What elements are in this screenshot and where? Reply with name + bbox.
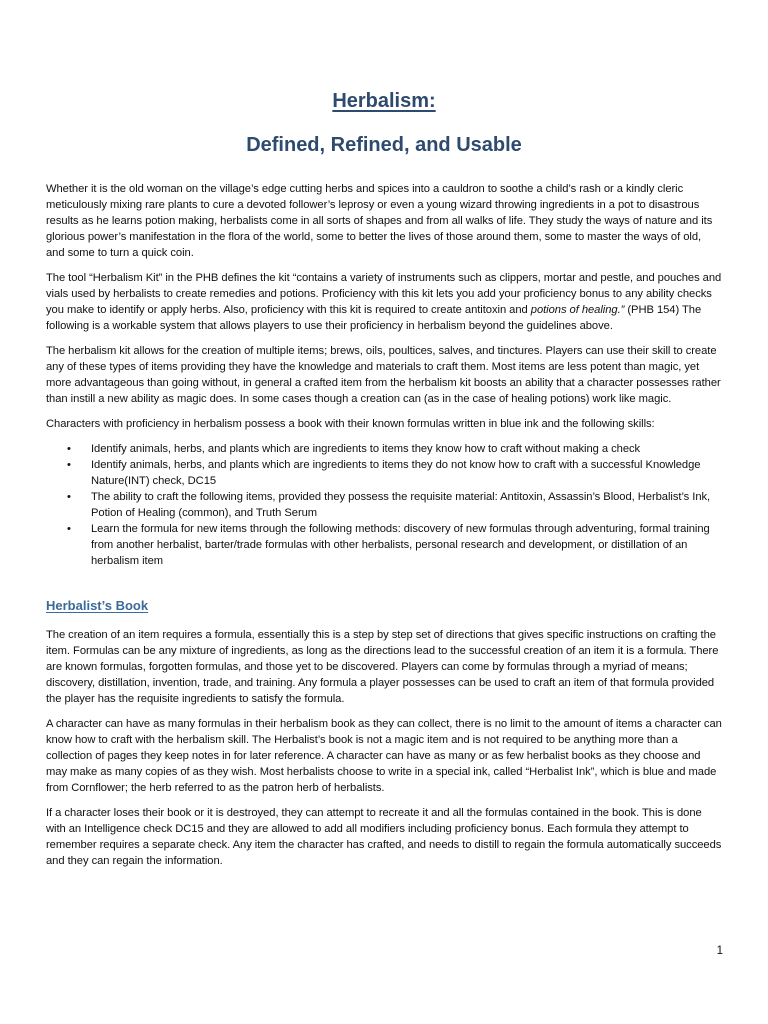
section-heading: Herbalist’s Book bbox=[46, 598, 149, 613]
intro-paragraph: Whether it is the old woman on the village’s edge cutting herbs and spices into a cauldron to soothe a child’s rash or a kindly cleric meticulously mixing rare plants to cure a devoted follower’s leprosy or even a young wizard throwing ingredients in a pot to disastrous results as he learns potion making, herbalists come in all sorts of shapes and from all walks of life. They study the ways of nature and its glorious power’s manifestation in the flora of the world, some to better the lives of those around them, some to master the ways of old, and some to turn a quick coin. bbox=[46, 183, 713, 259]
section-paragraph: The creation of an item requires a formula, essentially this is a step by step set of directions that gives specific instructions on crafting the item. Formulas can be any mixture of ingredients, as long as the directions lead to the successful creation of an item it is a formula. There are known formulas, forgotten formulas, and those yet to be discovered. Players can come by formulas through a myriad of means; discovery, distillation, invention, trade, and training. Any formula a player possesses can be used to craft an item of that formula provided the player has the requisite ingredients to satisfy the formula. bbox=[46, 629, 719, 705]
kit-paragraph-tail: (PHB 154) The following is a workable system that allows players to use their proficiency in herbalism beyond the guidelines above. bbox=[46, 304, 702, 332]
document-subtitle: Defined, Refined, and Usable bbox=[246, 134, 522, 156]
list-item bbox=[46, 521, 722, 569]
kit-paragraph-italic: potions of healing.” bbox=[530, 304, 625, 316]
list-item-text: Learn the formula for new items through the following methods: discovery of new formulas through adventuring, formal training from another herbalist, barter/trade formulas with other herbalists, personal research and development, or distillation of an herbalism item bbox=[91, 523, 710, 567]
list-item bbox=[46, 457, 722, 489]
section-paragraph: A character can have as many formulas in their herbalism book as they can collect, there is no limit to the amount of items a character can know how to craft with the herbalism skill. The Herbalist’s book is not a magic item and is not required to be anything more than a collection of pages they keep notes in for later reference. A character can have as many or as few herbalist books as they choose and may make as many copies of as they wish. Most herbalists choose to write in a special ink, called “Herbalist Ink”, which is blue and made from Cornflower; the herb referred to as the patron herb of herbalists. bbox=[46, 718, 722, 794]
list-item-text: The ability to craft the following items, provided they possess the requisite material: Antitoxin, Assassin’s Blood, Herbalist’s Ink, Potion of Healing (common), and Truth Serum bbox=[91, 491, 711, 519]
section-paragraph: If a character loses their book or it is destroyed, they can attempt to recreate it and all the formulas contained in the book. This is done with an Intelligence check DC15 and they are allowed to add all modifiers including proficiency bonus. Each formula they attempt to remember requires a separate check. Any item the character has crafted, and needs to distill to regain the formula automatically succeeds and they can regain the information. bbox=[46, 807, 722, 867]
skills-list bbox=[46, 441, 722, 569]
bullet-icon: • bbox=[67, 491, 71, 503]
bullet-icon: • bbox=[67, 459, 71, 471]
list-item-text: Identify animals, herbs, and plants which are ingredients to items they know how to craft without making a check bbox=[91, 443, 641, 455]
kit-paragraph bbox=[46, 270, 722, 334]
page-number: 1 bbox=[716, 945, 723, 957]
document-title: Herbalism: bbox=[332, 90, 436, 112]
kit-paragraph-text: The tool “Herbalism Kit” in the PHB defines the kit “contains a variety of instruments such as clippers, mortar and pestle, and pouches and vials used by herbalists to create remedies and potions. Proficiency with this kit lets you add your proficiency bonus to any ability checks you make to identify or apply herbs. Also, proficiency with this kit is required to create antitoxin and bbox=[46, 272, 722, 316]
bullet-icon: • bbox=[67, 523, 71, 535]
list-item bbox=[46, 489, 722, 521]
list-item bbox=[46, 441, 722, 457]
list-item-text: Identify animals, herbs, and plants which are ingredients to items they do not know how to craft with a successful Knowledge Nature(INT) check, DC15 bbox=[91, 459, 701, 487]
items-paragraph: The herbalism kit allows for the creation of multiple items; brews, oils, poultices, salves, and tinctures. Players can use their skill to create any of these types of items providing they have the knowledge and materials to craft them. Most items are less potent than magic, yet more advantageous than going without, in general a crafted item from the herbalism kit boosts an ability that a character possesses rather than instill a new ability as magic does. In some cases though a creation can (as in the case of healing potions) work like magic. bbox=[46, 345, 721, 405]
skills-intro: Characters with proficiency in herbalism possess a book with their known formulas written in blue ink and the following skills: bbox=[46, 418, 655, 430]
bullet-icon: • bbox=[67, 443, 71, 455]
